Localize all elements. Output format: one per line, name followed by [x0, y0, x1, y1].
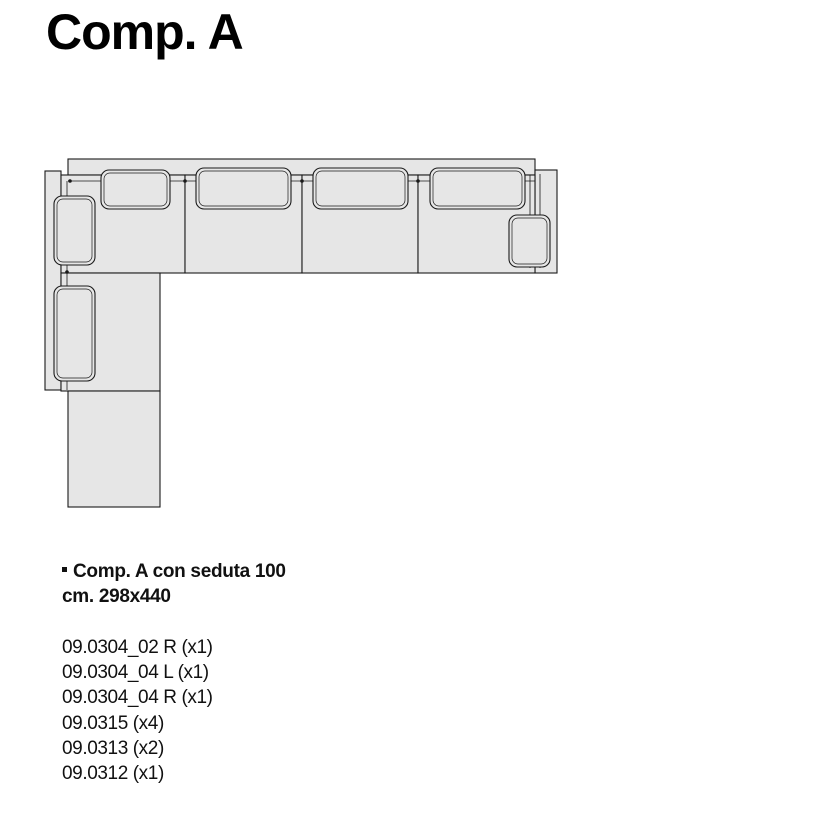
- product-code: 09.0304_04 R (x1): [62, 687, 213, 709]
- side-cushion-left-1: [54, 196, 95, 265]
- side-cushion-right: [509, 215, 550, 267]
- side-cushion-left-2: [54, 286, 95, 381]
- bullet-icon: [62, 567, 67, 572]
- back-cushion-2: [196, 168, 291, 209]
- page-title: Comp. A: [46, 4, 243, 60]
- back-cushion-4: [430, 168, 525, 209]
- description-dimensions: cm. 298x440: [62, 586, 171, 607]
- product-code: 09.0315 (x4): [62, 712, 164, 734]
- back-cushion-3: [313, 168, 408, 209]
- product-code: 09.0312 (x1): [62, 763, 164, 785]
- back-cushion-1: [101, 170, 170, 209]
- composition-description: [62, 559, 286, 609]
- pouf-module: [68, 391, 160, 507]
- product-code-list: [62, 635, 213, 786]
- description-line1: Comp. A con seduta 100: [73, 561, 286, 582]
- product-code: 09.0313 (x2): [62, 737, 164, 759]
- product-code: 09.0304_02 R (x1): [62, 637, 213, 658]
- product-code: 09.0304_04 L (x1): [62, 662, 209, 684]
- description-title: [62, 559, 286, 584]
